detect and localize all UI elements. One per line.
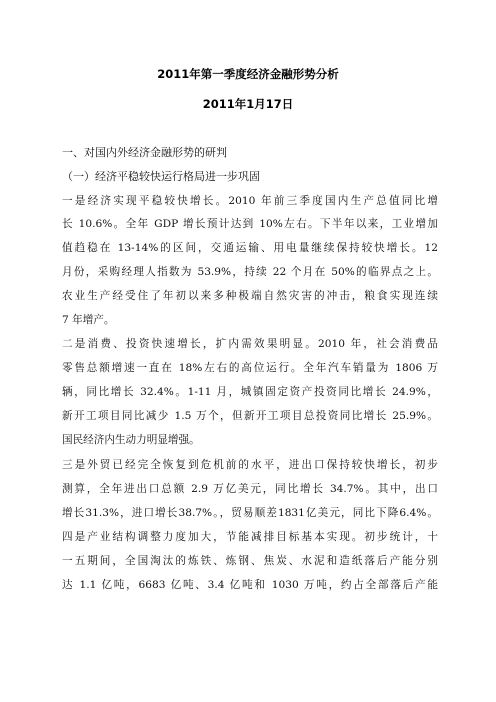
paragraph-line: 测算，全年进出口总额 2.9 万亿美元，同比增长 34.7%。其中，出口 bbox=[62, 483, 438, 495]
paragraph-line: 达 1.1 亿吨，6683 亿吨、3.4 亿吨和 1030 万吨，约占全部落后产能 bbox=[62, 579, 438, 591]
paragraph-line: 值趋稳在 13-14%的区间，交通运输、用电量继续保持较快增长。12 bbox=[62, 242, 438, 254]
paragraph-line: 四是产业结构调整力度加大，节能减排目标基本实现。初步统计，十 bbox=[62, 531, 438, 543]
paragraph-line: 增长31.3%，进口增长38.7%。，贸易顺差1831亿美元，同比下降6.4%。 bbox=[62, 507, 438, 519]
paragraph-line: 三是外贸已经完全恢复到危机前的水平，进出口保持较快增长，初步 bbox=[62, 459, 438, 471]
paragraph-line: 一是经济实现平稳较快增长。2010 年前三季度国内生产总值同比增 bbox=[62, 195, 438, 207]
subsection-heading: （一）经济平稳较快运行格局进一步巩固 bbox=[62, 170, 260, 183]
paragraph-line: 7 年增产。 bbox=[62, 314, 115, 326]
paragraph-line: 零售总额增速一直在 18%左右的高位运行。全年汽车销量为 1806 万 bbox=[62, 362, 438, 374]
section-heading: 一、对国内外经济金融形势的研判 bbox=[62, 146, 227, 159]
document-date: 2011年1月17日 bbox=[202, 97, 294, 111]
paragraph-line: 国民经济内生动力明显增强。 bbox=[62, 434, 200, 446]
paragraph-line: 长 10.6%。全年 GDP 增长预计达到 10%左右。下半年以来，工业增加 bbox=[62, 218, 438, 230]
paragraph-line: 辆，同比增长 32.4%。1-11 月，城镇固定资产投资同比增长 24.9%， bbox=[62, 386, 438, 398]
document-title: 2011年第一季度经济金融形势分析 bbox=[157, 67, 339, 81]
paragraph-line: 新开工项目同比减少 1.5 万个，但新开工项目总投资同比增长 25.9%。 bbox=[62, 410, 438, 422]
paragraph-line: 农业生产经受住了年初以来多种极端自然灾害的冲击，粮食实现连续 bbox=[62, 290, 438, 302]
paragraph-line: 二是消费、投资快速增长，扩内需效果明显。2010 年，社会消费品 bbox=[62, 338, 438, 350]
paragraph-line: 月份，采购经理人指数为 53.9%，持续 22 个月在 50%的临界点之上。 bbox=[62, 266, 438, 278]
paragraph-line: 一五期间，全国淘汰的炼铁、炼钢、焦炭、水泥和造纸落后产能分别 bbox=[62, 555, 438, 567]
